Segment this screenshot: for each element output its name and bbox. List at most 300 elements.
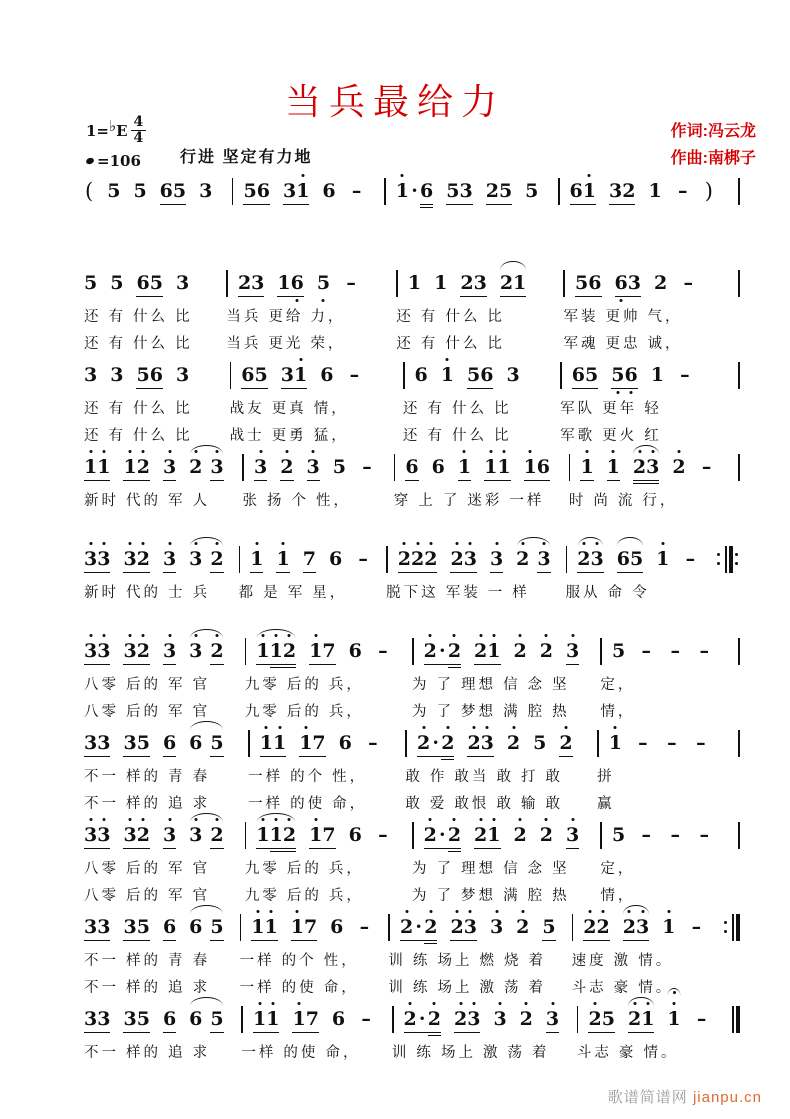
notation-line [245,628,412,671]
note-unit [359,456,375,478]
measure [248,720,405,817]
note-digit: 5 [84,272,98,294]
notation-line [84,352,230,395]
note-unit [680,272,696,294]
system-row [84,260,740,357]
note-unit [514,640,527,662]
system-row [84,996,740,1066]
slur-arc [633,445,658,454]
note-unit [454,1008,480,1030]
composer-credit: 作曲:南梆子 [670,150,756,167]
tempo-marking [86,153,146,169]
note-digit: 6 [291,272,304,294]
expression-marking: 行进 坚定有力地 [180,149,313,166]
measure [84,352,230,449]
note-digit: 5 [602,1008,615,1030]
lyric-line: 九零 后的 兵， [244,704,364,720]
dot-glyph: · [437,640,448,662]
notation-line [239,536,387,579]
note-unit [446,180,472,202]
note-unit [524,456,550,478]
note-unit [611,364,637,386]
notation-line [600,628,733,671]
note-unit [507,732,520,754]
lyric-line: 速度 激 情。 [571,953,674,969]
note-unit [400,916,437,938]
note-digit: 5 [525,180,539,202]
note-digit: 3 [189,640,202,662]
note-digit: 6 [572,364,585,386]
note-digit: 5 [136,364,149,386]
note-digit: 5 [243,180,256,202]
lyric-line: 军魂 更忠 诚， [563,336,683,352]
barline [563,270,565,297]
measure [84,260,226,357]
dash-glyph: – [699,640,709,662]
note-digit: 2 [588,1008,601,1030]
barline [577,1006,579,1033]
barline [384,178,386,205]
slur-arc [617,537,642,546]
note-unit [84,180,94,202]
barline [242,454,244,481]
barline-part [738,822,740,849]
measure [394,444,569,514]
note-digit: 2 [411,548,424,570]
note-digit: 1 [97,456,110,478]
note-digit: 2 [559,732,572,754]
note-digit: 1 [641,1008,654,1030]
barline [386,546,388,573]
note-digit: 1 [487,640,500,662]
note-unit [133,180,146,202]
note-digit: 2 [622,180,635,202]
note-unit [84,1008,110,1030]
note-digit: 1 [407,272,422,294]
note-digit: 3 [189,824,202,846]
note-unit [291,916,317,938]
note-digit: 2 [398,548,411,570]
dash-glyph: – [349,364,360,386]
note-digit: 3 [163,548,176,570]
barline [600,822,602,849]
dash-glyph: – [359,916,370,938]
note-digit: 6 [150,364,163,386]
lyric-line: 军队 更年 轻 [560,401,662,417]
lyric-line: 还 有 什么 比 [396,309,505,325]
lyric-line: 还 有 什么 比 [84,336,193,352]
note-unit [317,272,330,294]
dash-glyph: – [638,732,648,754]
note-digit: 6 [405,456,418,478]
note-unit [163,732,176,754]
note-digit: 2 [137,824,150,846]
note-digit: 5 [533,732,547,754]
notation-line [84,720,248,763]
note-digit: 3 [123,548,136,570]
barline-part [738,638,740,665]
note-digit: 2 [283,640,296,662]
note-unit [432,456,445,478]
note-digit: 2 [672,456,685,478]
note-digit: 3 [459,180,472,202]
note-digit: 2 [424,824,437,846]
note-digit: 5 [107,180,121,202]
note-unit [346,364,362,386]
note-digit: 5 [611,640,626,662]
note-digit: 7 [322,640,335,662]
note-unit [467,364,493,386]
note-unit [667,824,683,846]
note-unit [612,640,625,662]
note-digit: 2 [424,640,437,662]
note-digit: 5 [446,180,459,202]
note-unit [375,824,391,846]
barline [394,454,396,481]
slur-arc [257,813,295,822]
measure [84,904,240,1001]
note-unit [123,916,149,938]
note-digit: 1 [294,364,307,386]
dash-glyph: – [696,732,706,754]
note-digit: 3 [467,1008,480,1030]
note-unit [450,916,476,938]
note-digit: 2 [474,640,487,662]
lyric-line: 九零 后的 兵， [244,861,364,877]
note-unit [540,824,553,846]
key-prefix: 1= [86,121,110,140]
dash-glyph: – [670,640,680,662]
lyric-line: 还 有 什么 比 [84,401,193,417]
note-unit [256,640,296,662]
note-unit [441,364,454,386]
lyric-line: 八零 后的 军 官 [84,704,211,720]
note-unit [516,548,550,570]
barline [226,270,228,297]
note-unit [107,180,120,202]
notation-line [388,904,571,947]
note-unit [123,456,149,478]
measure [84,720,248,817]
measure [232,168,384,211]
repeat-dots [717,546,720,573]
note-head-icon [85,157,95,165]
note-digit: 3 [123,824,136,846]
note-unit [424,824,461,846]
note-unit [417,732,454,754]
barline [403,362,405,389]
lyric-line: 一样 的使 命， [241,1045,361,1061]
lyric-line: 为 了 梦想 满 腔 热 [411,704,570,720]
note-unit [238,272,264,294]
notation-line [84,904,240,947]
note-digit: 2 [500,272,513,294]
note-unit [677,364,693,386]
note-digit: 1 [273,732,286,754]
note-unit [638,824,654,846]
end-barline-bar [735,444,740,490]
note-unit [434,272,447,294]
note-unit [333,456,346,478]
note-digit: 5 [110,272,124,294]
system-row [84,352,740,449]
note-digit: 2 [400,916,413,938]
note-digit: 5 [542,916,555,938]
note-digit: 2 [474,824,487,846]
note-unit [355,548,371,570]
note-digit: 3 [493,1008,506,1030]
lyric-line: 敢 爱 敢恨 敢 输 敢 [405,796,564,812]
note-unit [330,916,343,938]
lyric-line: 赢 [597,796,615,812]
note-digit: 1 [253,1008,266,1030]
measure [84,168,232,211]
note-unit [189,1008,223,1030]
measure [84,996,241,1066]
dash-glyph: – [680,364,690,386]
measure [569,444,734,514]
note-digit: 3 [84,1008,97,1030]
note-digit: 3 [537,548,550,570]
barline [248,730,250,757]
dash-glyph: – [685,548,696,570]
note-digit: 3 [97,548,110,570]
notation-line [386,536,565,579]
note-digit: 3 [84,824,97,846]
note-digit: 6 [163,1008,176,1030]
key-signature [86,116,146,145]
note-digit: 7 [304,916,317,938]
lyric-line: 定， [600,861,636,877]
notation-line [226,260,396,303]
note-unit [615,272,641,294]
note-digit: 1 [266,1008,279,1030]
barline [239,546,241,573]
notation-line [248,720,405,763]
note-unit [694,1008,710,1030]
note-digit: 2 [623,916,636,938]
lyric-line: 军装 更帅 气， [563,309,683,325]
note-unit [251,916,277,938]
note-unit [299,732,325,754]
slur-arc [628,997,653,1006]
note-digit: 6 [163,732,176,754]
lyric-line: 穿 上 了 迷彩 一样 [393,493,545,509]
note-unit [405,456,418,478]
lyric-line: 军歌 更火 红 [560,428,662,444]
note-digit: 2 [653,272,668,294]
note-unit [199,180,212,202]
note-digit: 1 [607,456,620,478]
lyric-line: 新时 代的 军 人 [84,493,211,509]
note-unit [699,456,715,478]
note-digit: 5 [210,732,223,754]
notation-line [242,444,393,487]
note-digit: 3 [490,548,503,570]
note-unit [635,732,651,754]
measure [242,444,393,514]
note-digit: 1 [484,456,497,478]
note-digit: 3 [163,824,176,846]
note-digit: 2 [448,824,461,846]
note-digit: 2 [448,640,461,662]
note-digit: 1 [309,640,322,662]
notation-line [566,536,714,579]
note-unit [332,1008,345,1030]
note-digit: 1 [656,548,669,570]
note-digit: 1 [609,732,622,754]
dot-glyph: · [417,1008,428,1030]
note-unit [322,180,335,202]
measure [230,352,403,449]
measure [240,904,389,1001]
note-digit: 1 [270,824,283,846]
note-digit: 7 [312,732,325,754]
note-digit: 2 [507,732,520,754]
note-unit [654,272,667,294]
note-unit [123,824,149,846]
note-digit: 2 [441,732,454,754]
slur-arc [190,905,223,914]
tempo-value: =106 [97,152,141,170]
note-digit: 3 [546,1008,559,1030]
barline [245,638,247,665]
slur-arc [623,905,648,914]
notation-line [572,904,721,947]
note-digit: 6 [160,180,173,202]
note-digit: 1 [648,180,662,202]
note-digit: 3 [123,732,136,754]
note-digit: 1 [292,1008,305,1030]
measure [566,536,714,606]
note-unit [241,364,267,386]
measure [403,352,560,449]
note-unit [283,180,309,202]
measure [392,996,577,1066]
note-digit: 5 [150,272,163,294]
note-digit: 6 [320,364,334,386]
note-unit [339,732,352,754]
note-unit [160,180,186,202]
barline-part [736,1006,740,1033]
dash-glyph: – [358,548,368,570]
note-unit [667,640,683,662]
time-signature [131,116,147,145]
score-system-1 [84,168,740,260]
notation-line [245,812,412,855]
note-unit [490,916,503,938]
end-barline-repeat-end [722,904,740,950]
note-digit: 3 [163,456,176,478]
notation-line [84,260,226,303]
note-digit: 3 [636,916,649,938]
note-unit [123,1008,149,1030]
credits [671,118,756,172]
lyric-line: 八零 后的 军 官 [84,677,211,693]
note-digit: 2 [516,548,529,570]
slur-arc [190,629,223,638]
note-unit [664,732,680,754]
note-digit: 3 [84,364,98,386]
note-unit [277,272,303,294]
note-unit [189,916,223,938]
lyric-line: 拼 [597,769,615,785]
note-digit: 2 [516,916,529,938]
note-unit [349,824,362,846]
note-unit [309,640,335,662]
note-digit: 2 [238,272,251,294]
measure [239,536,387,606]
barline-part [732,1006,734,1033]
note-unit [250,548,263,570]
note-digit: 3 [84,640,97,662]
note-digit: 2 [633,456,646,478]
note-digit: 3 [481,732,494,754]
barline [412,822,414,849]
note-digit: 5 [575,272,588,294]
lyric-line: 一样 的使 命， [248,796,368,812]
measure [241,996,392,1066]
note-unit [110,272,123,294]
note-digit: 6 [588,272,601,294]
paren-glyph: ) [704,179,713,203]
note-digit: 3 [84,548,97,570]
dash-glyph: – [362,456,372,478]
note-unit [398,548,438,570]
note-unit [84,640,110,662]
notation-line [558,168,733,211]
note-unit [243,180,269,202]
note-digit: 1 [250,548,263,570]
note-unit [292,1008,318,1030]
note-digit: 5 [630,548,643,570]
lyric-line: 一样 的个 性， [248,769,368,785]
barline [600,638,602,665]
note-unit [110,364,123,386]
note-digit: 2 [628,1008,641,1030]
note-digit: 1 [524,456,537,478]
note-unit [566,824,579,846]
watermark-site-url[interactable]: jianpu.cn [692,1089,762,1106]
dash-glyph: – [667,732,677,754]
note-unit [253,1008,279,1030]
note-unit [490,548,503,570]
score-body [84,168,740,1088]
measure [84,812,245,909]
note-digit: 3 [189,548,202,570]
note-digit: 3 [210,456,223,478]
dash-glyph: – [701,456,712,478]
note-digit: 2 [583,916,596,938]
note-unit [281,364,307,386]
note-digit: 5 [317,272,330,294]
key-signature-block [86,116,146,169]
note-digit: 3 [123,640,136,662]
key-letter: E [116,121,128,140]
end-barline-bar [735,720,740,766]
note-digit: 5 [332,456,346,478]
note-unit [688,916,704,938]
dash-glyph: – [361,1008,371,1030]
dash-glyph: – [691,916,702,938]
note-digit: 2 [137,548,150,570]
note-digit: 2 [189,456,202,478]
slur-arc [517,537,550,546]
note-unit [682,548,698,570]
note-unit [474,824,500,846]
score-system-9 [84,904,740,996]
note-unit [572,364,598,386]
